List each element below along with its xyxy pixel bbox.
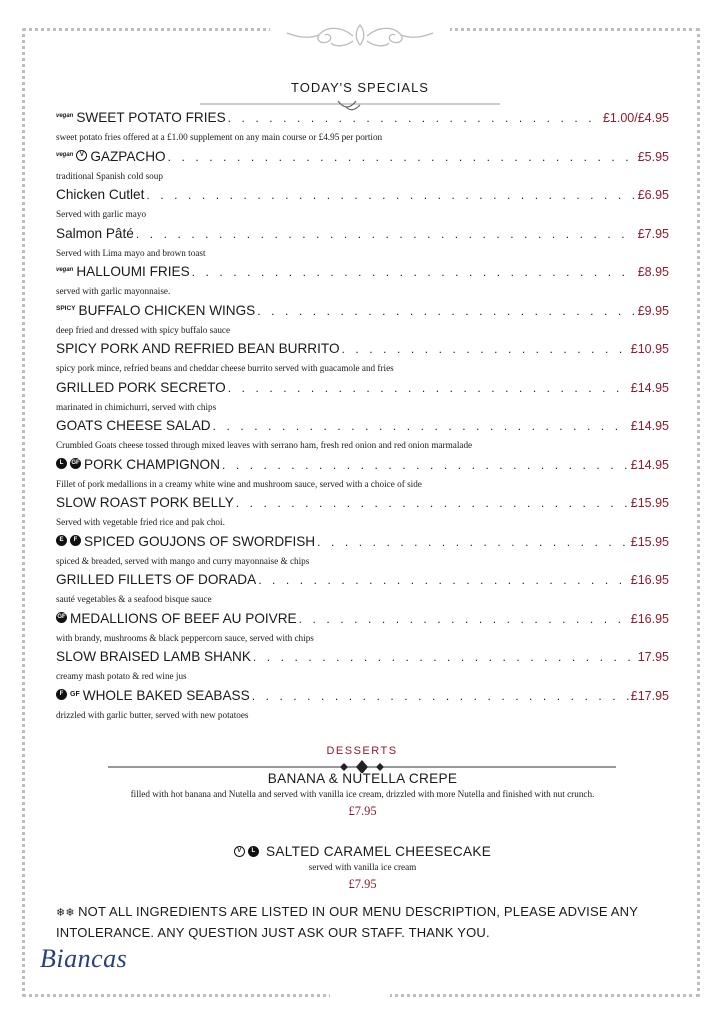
vegan-icon: vegan [56,267,74,274]
dot-leader [192,265,636,279]
dot-leader [253,650,636,664]
menu-item-name-text: BUFFALO CHICKEN WINGS [78,302,256,318]
menu-item-name-text: SLOW ROAST PORK BELLY [56,495,234,510]
menu-item [56,303,669,342]
menu-item-name [56,457,220,472]
fish-icon: F [56,689,67,700]
dessert-name-text: SALTED CARAMEL CHEESECAKE [266,844,492,859]
menu-item [56,649,669,688]
specials-list [56,110,669,726]
menu-item-name [56,341,340,356]
restaurant-logo: Biancas [40,944,128,973]
menu-item-name-text: SPICED GOUJONS OF SWORDFISH [84,533,316,549]
dessert-price: £7.95 [348,877,377,891]
dessert-name [56,844,669,859]
menu-item-name-text: Chicken Cutlet [56,187,145,202]
menu-item-name-text: WHOLE BAKED SEABASS [82,687,250,703]
menu-item-name [56,572,256,587]
dot-leader [228,381,629,395]
menu-item-row [56,457,669,477]
menu-item [56,457,669,496]
menu-item-row [56,226,669,246]
menu-item [56,341,669,380]
menu-item-description: creamy mash potato & red wine jus [56,671,187,681]
menu-item-name-text: MEDALLIONS OF BEEF AU POIVRE [70,610,297,626]
menu-item-name [56,380,226,395]
menu-item-row [56,110,669,130]
dessert-name: BANANA & NUTELLA CREPE [267,771,458,786]
menu-item-name [56,688,250,703]
menu-item-description: traditional Spanish cold soup [56,170,163,181]
desserts-heading: DESSERTS [326,745,398,757]
menu-item-price: £15.95 [630,534,669,549]
spicy-icon: SPICY [56,304,76,312]
vegan-icon: vegan [56,151,74,158]
menu-item-name-text: PORK CHAMPIGNON [84,456,220,472]
page-title: TODAY'S SPECIALS [291,80,429,95]
bottom-ornament [330,985,390,1005]
allergy-notice-text: NOT ALL INGREDIENTS ARE LISTED IN OUR MENU DESCRIPTION, PLEASE ADVISE ANY INTOLERANCE. ANY QUESTION JUST ASK OUR STAFF. THANK YOU. [56,904,638,940]
menu-item-name-text: GAZPACHO [90,148,166,164]
menu-item-name [56,611,297,626]
menu-item-name-text: Salmon Pâté [56,225,134,241]
menu-item-price: £16.95 [630,573,669,587]
dot-leader [228,111,601,125]
lactose-icon: L [248,846,259,857]
allergy-notice [56,902,656,942]
menu-item-description: served with garlic mayonnaise. [56,286,171,296]
menu-item-row [56,611,669,631]
menu-item-description: Served with Lima mayo and brown toast [56,247,206,258]
dot-leader [146,188,635,202]
menu-item-row [56,649,669,669]
dot-leader [317,535,629,549]
vegan-icon: vegan [56,113,74,120]
menu-item [56,534,669,573]
menu-item [56,226,669,265]
vegetarian-icon: V [234,846,245,857]
menu-item-row [56,495,669,515]
menu-item-price: £10.95 [630,342,669,356]
menu-item-name-text: HALLOUMI FRIES [76,264,190,279]
menu-item-name [56,495,234,510]
top-flourish-ornament [270,18,450,54]
menu-item-name [56,226,134,241]
menu-item [56,572,669,611]
menu-item [56,495,669,534]
dot-leader [257,304,635,318]
menu-item-row [56,264,669,284]
menu-item-price: £8.95 [637,265,669,279]
menu-item-name-text: GRILLED FILLETS OF DORADA [56,572,257,587]
snowflake-icon: ❄❄ [56,907,79,919]
dot-leader [136,227,636,241]
menu-item-price: £1.00/£4.95 [602,111,669,125]
dessert-description: served with vanilla ice cream [308,862,417,872]
menu-item-name [56,264,190,279]
menu-item-description: spicy pork mince, refried beans and cheddar cheese burrito served with guacamole and fries [56,363,394,373]
menu-item-price: £16.95 [630,611,669,626]
menu-item-row [56,187,669,207]
menu-item-row [56,688,669,708]
menu-item-name [56,110,226,125]
menu-item [56,149,669,188]
gluten-free-icon: GF [70,458,81,469]
menu-item-price: £17.95 [630,688,669,703]
menu-item-description: deep fried and dressed with spicy buffalo sauce [56,324,231,335]
menu-item-row [56,303,669,323]
menu-item-description: spiced & breaded, served with mango and curry mayonnaise & chips [56,555,310,566]
menu-item-name [56,534,315,549]
lactose-icon: L [56,458,67,469]
menu-item-name [56,149,166,164]
menu-item-description: sweet potato fries offered at a £1.00 supplement on any main course or £4.95 per portion [56,132,383,142]
menu-item-name [56,303,255,318]
menu-item-row [56,534,669,554]
menu-item-name-text: SWEET POTATO FRIES [76,110,226,125]
menu-item-description: Fillet of pork medallions in a creamy white wine and mushroom sauce, served with a choice of side [56,478,422,489]
menu-item [56,688,669,727]
fish-icon: F [70,535,81,546]
dot-leader [258,573,629,587]
menu-item [56,187,669,226]
dot-leader [252,689,629,703]
menu-item-price: 17.95 [637,650,669,664]
dot-leader [213,419,629,433]
menu-item-row [56,380,669,400]
dot-leader [222,458,629,472]
menu-item-name-text: GOATS CHEESE SALAD [56,418,211,433]
menu-item-name [56,418,211,433]
gluten-free-icon: GF [56,612,67,623]
menu-item-name [56,187,144,202]
menu-item-description: sauté vegetables & a seafood bisque sauce [56,594,212,604]
menu-item-description: marinated in chimichurri, served with chips [56,401,217,412]
dot-leader [342,342,629,356]
menu-item-description: drizzled with garlic butter, served with new potatoes [56,709,249,720]
menu-item [56,380,669,419]
dessert-item [56,844,669,892]
menu-item [56,418,669,457]
menu-item-description: Served with vegetable fried rice and pak choi. [56,517,225,527]
dot-leader [299,612,629,626]
menu-item-price: £7.95 [637,226,669,241]
menu-item-description: with brandy, mushrooms & black peppercorn sauce, served with chips [56,632,314,643]
menu-item-price: £5.95 [637,149,669,164]
menu-item-description: Served with garlic mayo [56,209,147,219]
menu-item-row [56,572,669,592]
dot-leader [168,150,636,164]
menu-item-row [56,418,669,438]
menu-item-row [56,149,669,169]
menu-item-name [56,649,251,664]
dessert-item [56,771,669,819]
menu-item-price: £6.95 [637,188,669,202]
dot-leader [236,496,629,510]
menu-item-price: £14.95 [630,419,669,433]
menu-item-price: £15.95 [630,496,669,510]
menu-item [56,110,669,149]
egg-icon: E [56,535,67,546]
menu-item-name-text: SPICY PORK AND REFRIED BEAN BURRITO [56,341,340,356]
menu-item-name-text: SLOW BRAISED LAMB SHANK [56,649,251,664]
dessert-description: filled with hot banana and Nutella and served with vanilla ice cream, drizzled with more Nutella and finished with nut crunch. [130,789,595,799]
gluten-free-icon: GF [70,691,80,699]
menu-item-row [56,341,669,361]
menu-item-price: £9.95 [637,303,669,318]
menu-item-description: Crumbled Goats cheese tossed through mixed leaves with serrano ham, fresh red onion and red onion marmalade [56,440,473,450]
menu-item [56,264,669,303]
menu-item [56,611,669,650]
menu-item-price: £14.95 [630,457,669,472]
vegetarian-icon: V [76,150,87,161]
menu-item-name-text: GRILLED PORK SECRETO [56,379,226,395]
menu-item-price: £14.95 [630,380,669,395]
dessert-price: £7.95 [348,804,377,818]
